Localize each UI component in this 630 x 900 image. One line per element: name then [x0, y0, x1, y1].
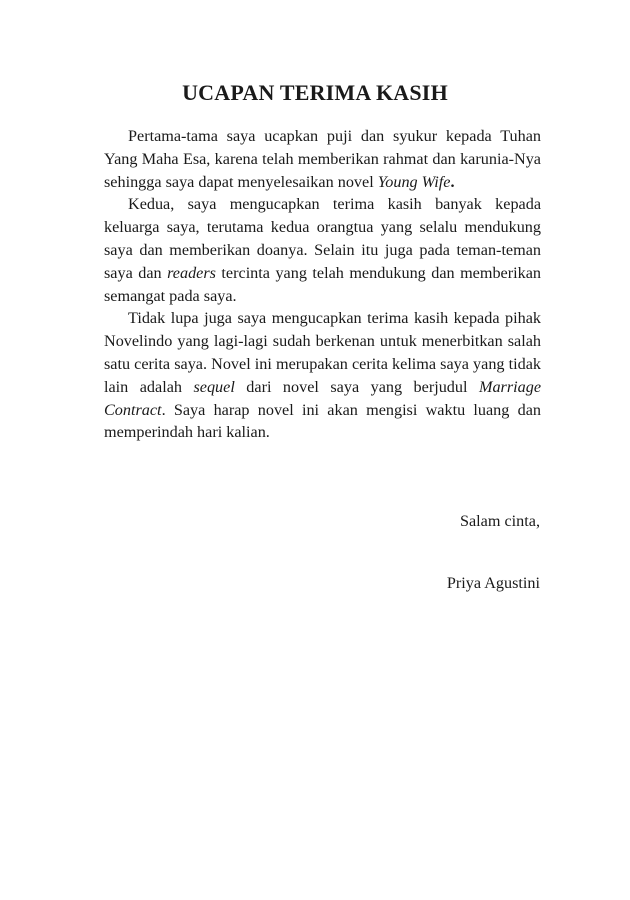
paragraph-3-end: . Saya harap novel ini akan mengisi waktu luang dan memperindah hari kalian.: [104, 400, 541, 442]
paragraph-1: [104, 125, 541, 193]
acknowledgement-body: [104, 125, 541, 444]
paragraph-3: [104, 307, 541, 444]
author-name: Priya Agustini: [446, 574, 540, 592]
paragraph-3-italic-word: sequel: [193, 377, 235, 396]
paragraph-3-mid: dari novel saya yang berjudul: [234, 377, 479, 396]
paragraph-3-text: Tidak lupa juga saya mengucapkan terima kasih kepada pihak Novelindo yang lagi-lagi sudah berkenan untuk menerbitkan salah satu cerita saya. Novel ini merupakan cerita kelima saya yang tidak lain adalah: [104, 309, 541, 396]
page-title: UCAPAN TERIMA KASIH: [182, 80, 448, 105]
paragraph-2-end: tercinta yang telah mendukung dan memberikan semangat pada saya.: [104, 263, 541, 305]
paragraph-2: [104, 193, 541, 307]
paragraph-2-text: Kedua, saya mengucapkan terima kasih banyak kepada keluarga saya, terutama kedua orangtua yang selalu mendukung saya dan memberikan doanya. Selain itu juga pada teman-teman saya dan: [104, 195, 541, 282]
paragraph-1-italic-title: Young Wife: [377, 172, 451, 191]
closing-salutation: Salam cinta,: [459, 512, 540, 530]
paragraph-1-end: .: [450, 172, 455, 191]
paragraph-2-italic-word: readers: [167, 263, 216, 282]
paragraph-3-italic-title: Marriage Contract: [104, 377, 542, 419]
paragraph-1-text: Pertama-tama saya ucapkan puji dan syukur kepada Tuhan Yang Maha Esa, karena telah memberikan rahmat dan karunia-Nya sehingga saya dapat menyelesaikan novel: [104, 127, 541, 191]
